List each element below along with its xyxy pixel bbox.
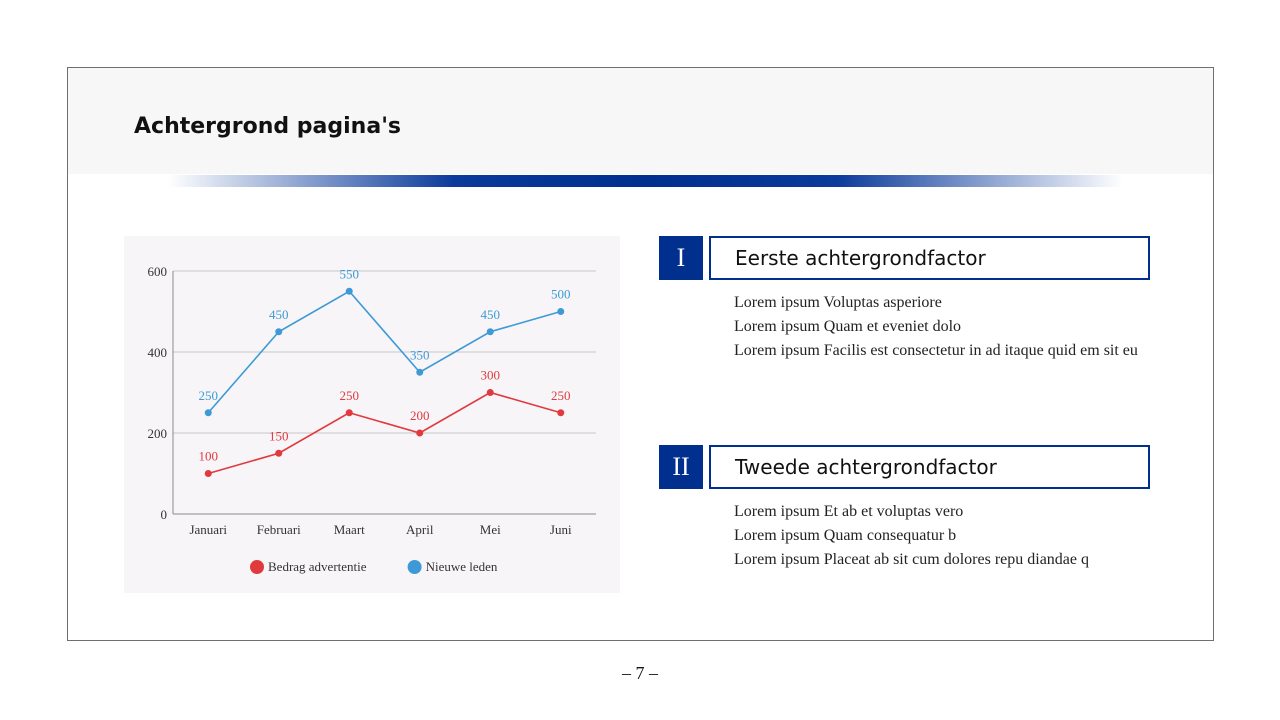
factor-1-line-1: Lorem ipsum Voluptas asperiore bbox=[734, 294, 942, 311]
x-tick-label-januari: Januari bbox=[189, 522, 228, 537]
series-2-data-label-6: 500 bbox=[551, 286, 571, 302]
series-1-data-label-3: 250 bbox=[339, 387, 359, 403]
chart-gridlines bbox=[173, 271, 596, 433]
factor-1-line-3: Lorem ipsum Facilis est consectetur in ad itaque quid em sit eu bbox=[734, 342, 1138, 359]
factor-1-line-2: Lorem ipsum Quam et eveniet dolo bbox=[734, 318, 962, 335]
factor-2-line-3: Lorem ipsum Placeat ab sit cum dolores repu diandae q bbox=[734, 551, 1090, 568]
series-1-point-4 bbox=[416, 430, 423, 437]
legend-marker-1 bbox=[250, 560, 264, 574]
series-1-point-5 bbox=[487, 389, 494, 396]
x-tick-label-april: April bbox=[406, 522, 434, 537]
y-tick-label-200: 200 bbox=[147, 426, 167, 441]
factor-2-lines bbox=[734, 500, 1149, 572]
slide-frame bbox=[67, 67, 1214, 641]
line-chart-panel bbox=[124, 236, 620, 593]
factor-2-line-2: Lorem ipsum Quam consequatur b bbox=[734, 527, 957, 544]
x-tick-label-maart: Maart bbox=[333, 522, 365, 537]
series-1-data-label-4: 200 bbox=[410, 408, 430, 423]
factor-2-numeral: II bbox=[659, 445, 703, 489]
title-underline-bar bbox=[168, 175, 1123, 187]
line-chart bbox=[124, 236, 620, 593]
series-2-point-1 bbox=[205, 409, 212, 416]
series-2-data-label-4: 350 bbox=[410, 347, 430, 363]
legend-marker-2 bbox=[408, 560, 422, 574]
x-tick-label-mei: Mei bbox=[479, 522, 501, 537]
factor-1-numeral: I bbox=[659, 236, 703, 280]
series-1-data-label-1: 100 bbox=[198, 448, 218, 464]
series-2-point-5 bbox=[487, 328, 494, 335]
factor-2-line-1: Lorem ipsum Et ab et voluptas vero bbox=[734, 503, 964, 520]
factor-1-heading-box bbox=[709, 236, 1150, 280]
x-tick-label-februari: Februari bbox=[256, 522, 301, 537]
slide-title: Achtergrond pagina's bbox=[134, 114, 402, 139]
factor-2-heading-box bbox=[709, 445, 1150, 489]
series-2-point-3 bbox=[346, 288, 353, 295]
chart-data-labels bbox=[199, 266, 571, 463]
legend-label-2: Nieuwe leden bbox=[425, 559, 498, 574]
x-tick-label-juni: Juni bbox=[549, 522, 572, 537]
legend-label-1: Bedrag advertentie bbox=[268, 559, 367, 574]
chart-series bbox=[205, 288, 565, 477]
series-2-point-2 bbox=[275, 328, 282, 335]
series-1-data-label-5: 300 bbox=[480, 367, 500, 383]
series-2-data-label-3: 550 bbox=[339, 266, 359, 282]
y-tick-label-400: 400 bbox=[147, 345, 167, 360]
y-tick-label-0: 0 bbox=[160, 507, 167, 522]
series-1-data-label-6: 250 bbox=[551, 387, 571, 403]
series-2-point-4 bbox=[416, 369, 423, 376]
page-number: – 7 – bbox=[622, 663, 658, 683]
series-2-data-label-1: 250 bbox=[198, 387, 218, 403]
factor-1-lines bbox=[734, 291, 1149, 363]
chart-legend bbox=[250, 559, 498, 574]
series-1-point-6 bbox=[557, 409, 564, 416]
factor-1-heading: Eerste achtergrondfactor bbox=[735, 246, 986, 270]
series-2-data-label-5: 450 bbox=[480, 306, 500, 322]
series-2-data-label-2: 450 bbox=[269, 306, 289, 322]
series-2-point-6 bbox=[557, 308, 564, 315]
series-1-data-label-2: 150 bbox=[269, 428, 289, 444]
series-1-point-3 bbox=[346, 409, 353, 416]
y-tick-label-600: 600 bbox=[147, 264, 167, 279]
factor-2-heading: Tweede achtergrondfactor bbox=[735, 455, 997, 479]
series-1-point-2 bbox=[275, 450, 282, 457]
series-1-point-1 bbox=[205, 470, 212, 477]
